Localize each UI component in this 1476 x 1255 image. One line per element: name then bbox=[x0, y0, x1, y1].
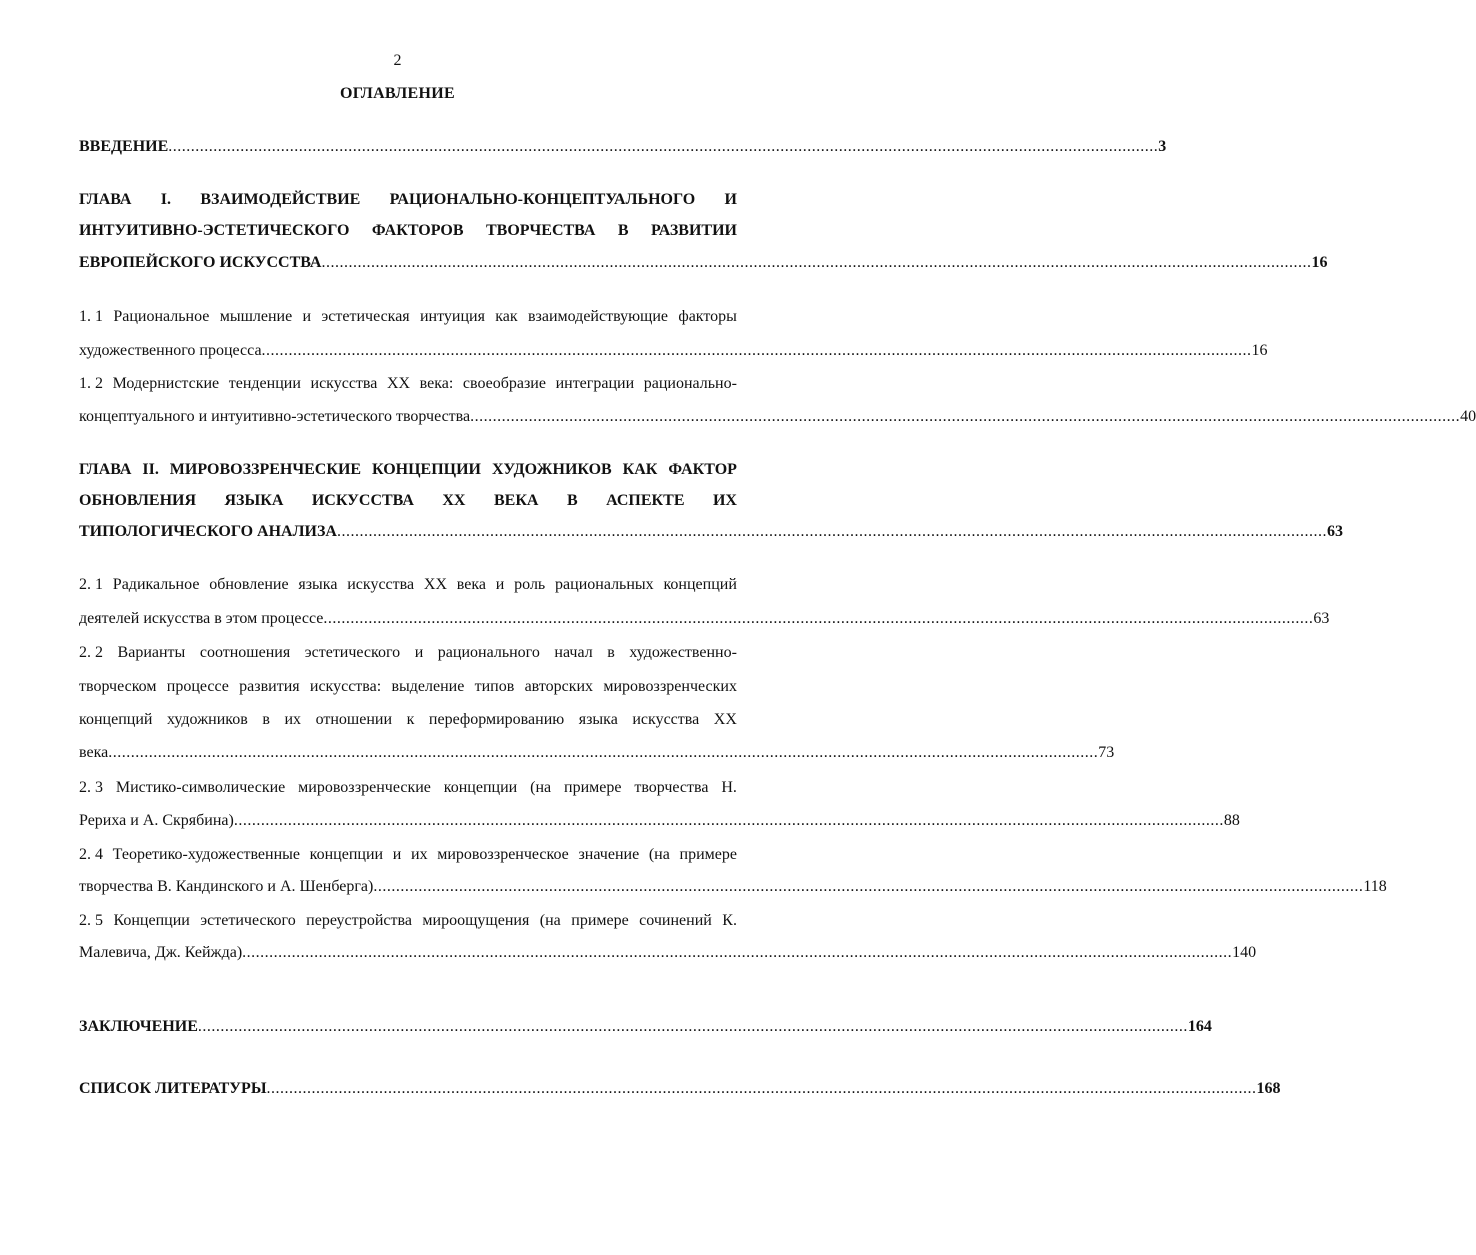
toc-word: 2. 3 bbox=[79, 779, 103, 796]
toc-word: Варианты bbox=[117, 644, 186, 661]
toc-word: художественно- bbox=[629, 644, 737, 661]
entry-title: ЗАКЛЮЧЕНИЕ bbox=[79, 1018, 198, 1035]
toc-section-1-1-line-2 bbox=[79, 339, 1268, 363]
toc-word: рациональных bbox=[555, 576, 654, 593]
toc-word: как bbox=[495, 308, 518, 325]
toc-word: ИХ bbox=[712, 492, 737, 509]
toc-word: выделение bbox=[391, 678, 465, 695]
toc-word: своеобразие bbox=[462, 375, 546, 392]
toc-word: 2. 4 bbox=[79, 846, 103, 863]
toc-entry-introduction bbox=[79, 135, 1167, 159]
toc-word: (на bbox=[648, 846, 670, 863]
toc-word: ИСКУССТВА bbox=[311, 492, 414, 509]
entry-title: ВВЕДЕНИЕ bbox=[79, 138, 169, 155]
toc-word: мышление bbox=[219, 308, 293, 325]
toc-word: Концепции bbox=[113, 912, 190, 929]
leader-dots: ............................................................................................................................................................................................................................ bbox=[197, 1018, 1188, 1035]
toc-chapter-1-line-1 bbox=[79, 188, 737, 212]
toc-word: ФАКТОРОВ bbox=[371, 222, 464, 239]
entry-title: художественного процесса bbox=[79, 342, 262, 359]
toc-word: XX bbox=[386, 375, 411, 392]
toc-word: Модернистские bbox=[112, 375, 220, 392]
toc-word: ХУДОЖНИКОВ bbox=[491, 461, 612, 478]
toc-word: тенденции bbox=[228, 375, 301, 392]
toc-word: к bbox=[406, 711, 415, 728]
toc-word: 1. 2 bbox=[79, 375, 103, 392]
toc-word: II. bbox=[142, 461, 159, 478]
entry-title: творчества В. Кандинского и А. Шенберга) bbox=[79, 878, 374, 895]
toc-chapter-2-line-2 bbox=[79, 489, 737, 513]
toc-word: языка bbox=[578, 711, 618, 728]
toc-section-2-4-line-1 bbox=[79, 843, 737, 867]
toc-section-2-2-line-1 bbox=[79, 641, 737, 665]
leader-dots: ............................................................................................................................................................................................................................ bbox=[168, 138, 1159, 155]
toc-word: их bbox=[284, 711, 302, 728]
entry-page: 164 bbox=[1187, 1018, 1212, 1035]
entry-title: Рериха и А. Скрябина) bbox=[79, 812, 234, 829]
toc-word: примере bbox=[571, 912, 629, 929]
toc-word: ВЗАИМОДЕЙСТВИЕ bbox=[200, 191, 361, 208]
toc-word: сочинений bbox=[639, 912, 712, 929]
toc-section-2-1-line-1 bbox=[79, 573, 737, 597]
leader-dots: ............................................................................................................................................................................................................................ bbox=[373, 878, 1364, 895]
entry-title: ТИПОЛОГИЧЕСКОГО АНАЛИЗА bbox=[79, 523, 337, 540]
toc-section-2-1-line-2 bbox=[79, 607, 1330, 631]
entry-title: СПИСОК ЛИТЕРАТУРЫ bbox=[79, 1080, 267, 1097]
toc-word: мироощущения bbox=[422, 912, 530, 929]
toc-word: XX bbox=[423, 576, 447, 593]
toc-word: (на bbox=[539, 912, 561, 929]
toc-word: типов bbox=[474, 678, 515, 695]
toc-word: в bbox=[262, 711, 270, 728]
toc-word: соотношения bbox=[199, 644, 291, 661]
toc-word: К. bbox=[722, 912, 737, 929]
toc-section-2-5-line-2 bbox=[79, 941, 1257, 965]
toc-word: (на bbox=[530, 779, 552, 796]
toc-word: Н. bbox=[721, 779, 737, 796]
toc-word: Рациональное bbox=[113, 308, 210, 325]
entry-page: 40 bbox=[1460, 408, 1476, 425]
toc-word: КОНЦЕПЦИИ bbox=[372, 461, 481, 478]
toc-section-2-5-line-1 bbox=[79, 909, 737, 933]
leader-dots: ............................................................................................................................................................................................................................ bbox=[336, 523, 1327, 540]
toc-word: и bbox=[414, 644, 424, 661]
leader-dots: ............................................................................................................................................................................................................................ bbox=[108, 744, 1099, 761]
toc-word: переустройства bbox=[306, 912, 412, 929]
toc-word: ОБНОВЛЕНИЯ bbox=[79, 492, 197, 509]
toc-word: мировоззренческих bbox=[603, 678, 737, 695]
toc-word: и bbox=[495, 576, 505, 593]
toc-word: и bbox=[302, 308, 312, 325]
toc-word: искусства: bbox=[309, 678, 382, 695]
toc-word: ИНТУИТИВНО-ЭСТЕТИЧЕСКОГО bbox=[79, 222, 350, 239]
entry-page: 3 bbox=[1158, 138, 1167, 155]
toc-section-2-2-line-4 bbox=[79, 741, 1115, 765]
toc-word: ВЕКА bbox=[493, 492, 539, 509]
toc-section-1-1-line-1 bbox=[79, 305, 737, 329]
toc-word: РАЗВИТИИ bbox=[650, 222, 737, 239]
toc-word: мировоззренческие bbox=[298, 779, 431, 796]
toc-word: концепции bbox=[309, 846, 384, 863]
toc-entry-conclusion bbox=[79, 1015, 1212, 1039]
toc-word: процессе bbox=[166, 678, 229, 695]
toc-word: Теоретико-художественные bbox=[112, 846, 300, 863]
leader-dots: ............................................................................................................................................................................................................................ bbox=[470, 408, 1461, 425]
toc-word: века bbox=[456, 576, 486, 593]
toc-chapter-1-line-3 bbox=[79, 251, 1328, 275]
toc-word: XX bbox=[442, 492, 466, 509]
toc-chapter-2-line-3 bbox=[79, 520, 1343, 544]
entry-title: ЕВРОПЕЙСКОГО ИСКУССТВА bbox=[79, 254, 322, 271]
leader-dots: ............................................................................................................................................................................................................................ bbox=[323, 610, 1314, 627]
toc-word: искусства bbox=[347, 576, 415, 593]
toc-word: художников bbox=[166, 711, 248, 728]
toc-section-2-2-line-3 bbox=[79, 708, 737, 732]
toc-word: творчества bbox=[634, 779, 709, 796]
toc-word: развития bbox=[239, 678, 300, 695]
leader-dots: ............................................................................................................................................................................................................................ bbox=[242, 944, 1233, 961]
toc-word: века: bbox=[419, 375, 454, 392]
toc-section-2-4-line-2 bbox=[79, 875, 1387, 899]
toc-section-2-2-line-2 bbox=[79, 675, 737, 699]
toc-entry-bibliography bbox=[79, 1077, 1281, 1101]
toc-word: концепций bbox=[663, 576, 737, 593]
toc-word: РАЦИОНАЛЬНО-КОНЦЕПТУАЛЬНОГО bbox=[389, 191, 696, 208]
toc-word: Радикальное bbox=[112, 576, 200, 593]
toc-word: примере bbox=[564, 779, 622, 796]
toc-word: мировоззренческое bbox=[437, 846, 569, 863]
toc-word: в bbox=[607, 644, 615, 661]
toc-chapter-2-line-1 bbox=[79, 458, 737, 482]
toc-word: 2. 1 bbox=[79, 576, 103, 593]
toc-word: эстетического bbox=[304, 644, 401, 661]
toc-word: МИРОВОЗЗРЕНЧЕСКИЕ bbox=[169, 461, 362, 478]
toc-word: В bbox=[566, 492, 578, 509]
toc-section-2-3-line-1 bbox=[79, 776, 737, 800]
entry-title: концептуального и интуитивно-эстетического творчества bbox=[79, 408, 471, 425]
toc-word: языка bbox=[298, 576, 338, 593]
toc-word: ГЛАВА bbox=[79, 461, 132, 478]
toc-word: начал bbox=[554, 644, 593, 661]
toc-word: искусства bbox=[632, 711, 700, 728]
entry-page: 118 bbox=[1363, 878, 1387, 895]
toc-chapter-1-line-2 bbox=[79, 219, 737, 243]
toc-word: переформированию bbox=[428, 711, 565, 728]
toc-word: эстетического bbox=[200, 912, 296, 929]
toc-word: творческом bbox=[79, 678, 157, 695]
entry-page: 63 bbox=[1313, 610, 1330, 627]
entry-page: 16 bbox=[1311, 254, 1328, 271]
toc-word: интуиция bbox=[419, 308, 485, 325]
toc-word: И bbox=[724, 191, 737, 208]
entry-title: деятелей искусства в этом процессе bbox=[79, 610, 324, 627]
toc-word: рационально- bbox=[643, 375, 737, 392]
toc-word: ФАКТОР bbox=[668, 461, 737, 478]
toc-word: I. bbox=[160, 191, 172, 208]
toc-word: отношении bbox=[315, 711, 393, 728]
toc-word: взаимодействующие bbox=[527, 308, 669, 325]
toc-word: 1. 1 bbox=[79, 308, 103, 325]
toc-word: В bbox=[617, 222, 629, 239]
toc-heading: ОГЛАВЛЕНИЕ bbox=[340, 85, 455, 102]
toc-word: 2. 2 bbox=[79, 644, 103, 661]
entry-title: века bbox=[79, 744, 109, 761]
toc-word: концепций bbox=[79, 711, 153, 728]
entry-page: 16 bbox=[1251, 342, 1268, 359]
toc-word: ГЛАВА bbox=[79, 191, 132, 208]
toc-section-1-2-line-2 bbox=[79, 405, 1476, 429]
toc-word: обновление bbox=[209, 576, 289, 593]
toc-word: ЯЗЫКА bbox=[224, 492, 284, 509]
toc-word: 2. 5 bbox=[79, 912, 103, 929]
entry-title: Малевича, Дж. Кейжда) bbox=[79, 944, 243, 961]
leader-dots: ............................................................................................................................................................................................................................ bbox=[233, 812, 1224, 829]
entry-page: 140 bbox=[1232, 944, 1257, 961]
entry-page: 168 bbox=[1256, 1080, 1281, 1097]
page-number: 2 bbox=[393, 52, 402, 69]
toc-word: искусства bbox=[310, 375, 378, 392]
toc-word: концепции bbox=[443, 779, 518, 796]
toc-word: роль bbox=[514, 576, 546, 593]
entry-page: 88 bbox=[1223, 812, 1240, 829]
leader-dots: ............................................................................................................................................................................................................................ bbox=[321, 254, 1312, 271]
entry-page: 63 bbox=[1326, 523, 1343, 540]
toc-word: XX bbox=[713, 711, 737, 728]
toc-word: КАК bbox=[622, 461, 658, 478]
toc-word: эстетическая bbox=[321, 308, 410, 325]
entry-page: 73 bbox=[1098, 744, 1115, 761]
toc-word: интеграции bbox=[555, 375, 635, 392]
toc-section-2-3-line-2 bbox=[79, 809, 1240, 833]
toc-word: значение bbox=[578, 846, 640, 863]
toc-word: ТВОРЧЕСТВА bbox=[485, 222, 596, 239]
leader-dots: ............................................................................................................................................................................................................................ bbox=[261, 342, 1252, 359]
toc-word: факторы bbox=[678, 308, 737, 325]
toc-word: Мистико-символические bbox=[115, 779, 286, 796]
toc-word: и bbox=[392, 846, 402, 863]
toc-section-1-2-line-1 bbox=[79, 372, 737, 396]
leader-dots: ............................................................................................................................................................................................................................ bbox=[266, 1080, 1257, 1097]
toc-word: их bbox=[411, 846, 428, 863]
toc-word: АСПЕКТЕ bbox=[606, 492, 685, 509]
toc-word: рационального bbox=[437, 644, 540, 661]
toc-word: авторских bbox=[524, 678, 594, 695]
toc-word: примере bbox=[679, 846, 737, 863]
